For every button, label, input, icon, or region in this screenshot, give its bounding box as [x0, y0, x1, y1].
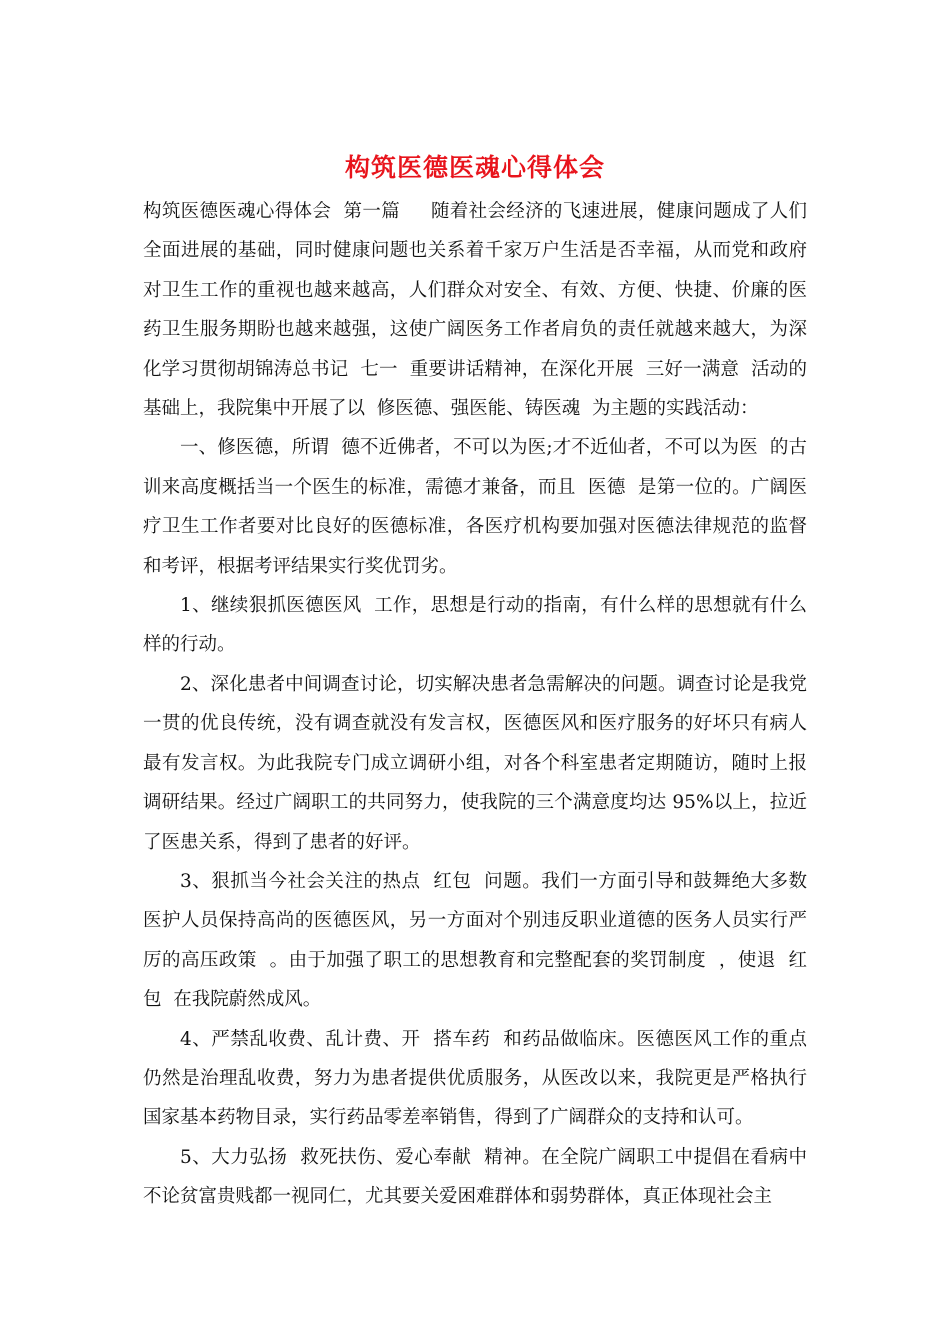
paragraph-item-2: 2、深化患者中间调查讨论，切实解决患者急需解决的问题。调查讨论是我党一贯的优良传统，没有调查就没有发言权，医德医风和医疗服务的好坏只有病人最有发言权。为此我院专门成立调研小组，对各个科室患者定期随访，随时上报调研结果。经过广阔职工的共同努力，使我院的三个满意度均达 95%以上，拉近了医患关系，得到了患者的好评。: [143, 673, 807, 853]
paragraph-item-1: 1、继续狠抓医德医风 工作，思想是行动的指南，有什么样的思想就有什么样的行动。: [143, 595, 807, 656]
paragraph-intro: 构筑医德医魂心得体会 第一篇 随着社会经济的飞速进展，健康问题成了人们全面进展的基础，同时健康问题也关系着千家万户生活是否幸福，从而党和政府对卫生工作的重视也越来越高，人们群众对安全、有效、方便、快捷、价廉的医药卫生服务期盼也越来越强，这使广阔医务工作者肩负的责任就越来越大，为深化学习贯彻胡锦涛总书记 七一 重要讲话精神，在深化开展 三好一满意 活动的基础上，我院集中开展了以 修医德、强医能、铸医魂 为主题的实践活动：: [143, 201, 807, 420]
paragraph-item-3: 3、狠抓当今社会关注的热点 红包 问题。我们一方面引导和鼓舞绝大多数医护人员保持高尚的医德医风，另一方面对个别违反职业道德的医务人员实行严厉的高压政策 。由于加强了职工的思想教育和完整配套的奖罚制度 ，使退 红包 在我院蔚然成风。: [143, 870, 807, 1011]
document-title: 构筑医德医魂心得体会: [344, 153, 605, 182]
paragraph-item-5: 5、大力弘扬 救死扶伤、爱心奉献 精神。在全院广阔职工中提倡在看病中不论贫富贵贱都一视同仁，尤其要关爱困难群体和弱势群体，真正体现社会主: [143, 1146, 807, 1208]
document-body: [143, 148, 807, 1217]
paragraph-item-4: 4、严禁乱收费、乱计费、开 搭车药 和药品做临床。医德医风工作的重点仍然是治理乱收费，努力为患者提供优质服务，从医改以来，我院更是严格执行国家基本药物目录，实行药品零差率销售，得到了广阔群众的支持和认可。: [143, 1028, 807, 1129]
paragraph-section-1: 一、修医德，所谓 德不近佛者，不可以为医;才不近仙者，不可以为医 的古训来高度概括当一个医生的标准，需德才兼备，而且 医德 是第一位的。广阔医疗卫生工作者要对比良好的医德标准，各医疗机构要加强对医德法律规范的监督和考评，根据考评结果实行奖优罚劣。: [143, 437, 807, 577]
